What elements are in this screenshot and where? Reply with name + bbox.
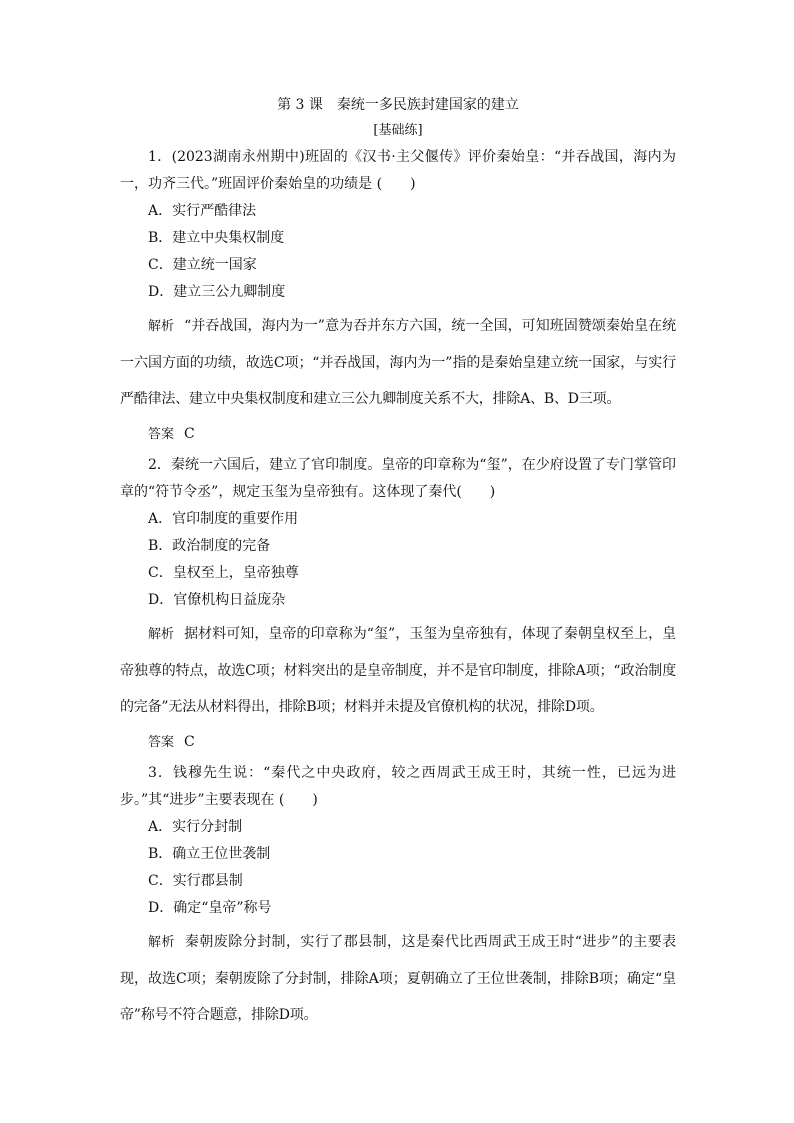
option-a: A．实行严酷律法 [148,203,257,219]
answer-line [120,727,676,758]
analysis-text: 秦朝废除分封制，实行了郡县制，这是秦代比西周武王成王时“进步”的主要表现，故选C项；秦朝废除了分封制，排除A项；夏朝确立了王位世袭制，排除B项；确定“皇帝”称号不符合题意，排除D项。 [120,934,676,1023]
analysis-label: 解析 [148,627,175,642]
option-d: D．建立三公九卿制度 [148,284,286,300]
answer-label: 答案 [148,735,175,750]
analysis-text: 据材料可知，皇帝的印章称为“玺”，玉玺为皇帝独有，体现了秦朝皇权至上，皇帝独尊的特点，故选C项；材料突出的是皇帝制度，并不是官印制度，排除A项；“政治制度的完备”无法从材料得出，排除B项；材料并未提及官僚机构的状况，排除D项。 [120,626,676,715]
option-c: C．皇权至上，皇帝独尊 [148,565,299,581]
question-stem: 2．秦统一六国后，建立了官印制度。皇帝的印章称为“玺”，在少府设置了专门掌管印章的“符节令丞”，规定玉玺为皇帝独有。这体现了秦代( ) [120,457,676,500]
answer-line [120,419,676,450]
option-a: A．官印制度的重要作用 [148,511,299,527]
option-d: D．确定“皇帝”称号 [148,900,272,916]
question-3 [120,760,676,1033]
analysis-paragraph [120,308,676,417]
option-c: C．实行郡县制 [148,873,243,889]
analysis-paragraph [120,616,676,725]
option-b: B．确立王位世袭制 [148,846,271,862]
question-1 [120,144,676,450]
answer-label: 答案 [148,427,175,442]
analysis-text: “并吞战国，海内为一”意为吞并东方六国，统一全国，可知班固赞颂秦始皇在统一六国方面的功绩，故选C项；“并吞战国，海内为一”指的是秦始皇建立统一国家，与实行严酷律法、建立中央集权制度和建立三公九卿制度关系不大，排除A、B、D三项。 [120,318,676,407]
analysis-paragraph [120,924,676,1033]
question-stem: 1．(2023湖南永州期中)班固的《汉书·主父偃传》评价秦始皇：“并吞战国，海内为一，功齐三代。”班固评价秦始皇的功绩是 ( ) [120,149,676,192]
analysis-label: 解析 [148,319,175,334]
option-c: C．建立统一国家 [148,257,257,273]
option-b: B．建立中央集权制度 [148,230,285,246]
analysis-label: 解析 [148,935,175,950]
option-d: D．官僚机构日益庞杂 [148,592,286,608]
option-a: A．实行分封制 [148,819,243,835]
question-stem: 3．钱穆先生说：“秦代之中央政府，较之西周武王成王时，其统一性，已远为进步。”其“进步”主要表现在 ( ) [120,765,676,808]
answer-value: C [184,734,195,750]
lesson-title: 第 3 课 秦统一多民族封建国家的建立 [277,97,519,113]
section-label: [基础练] [373,123,423,138]
answer-value: C [184,426,195,442]
document-content [120,94,676,1033]
question-2 [120,452,676,758]
option-b: B．政治制度的完备 [148,538,271,554]
